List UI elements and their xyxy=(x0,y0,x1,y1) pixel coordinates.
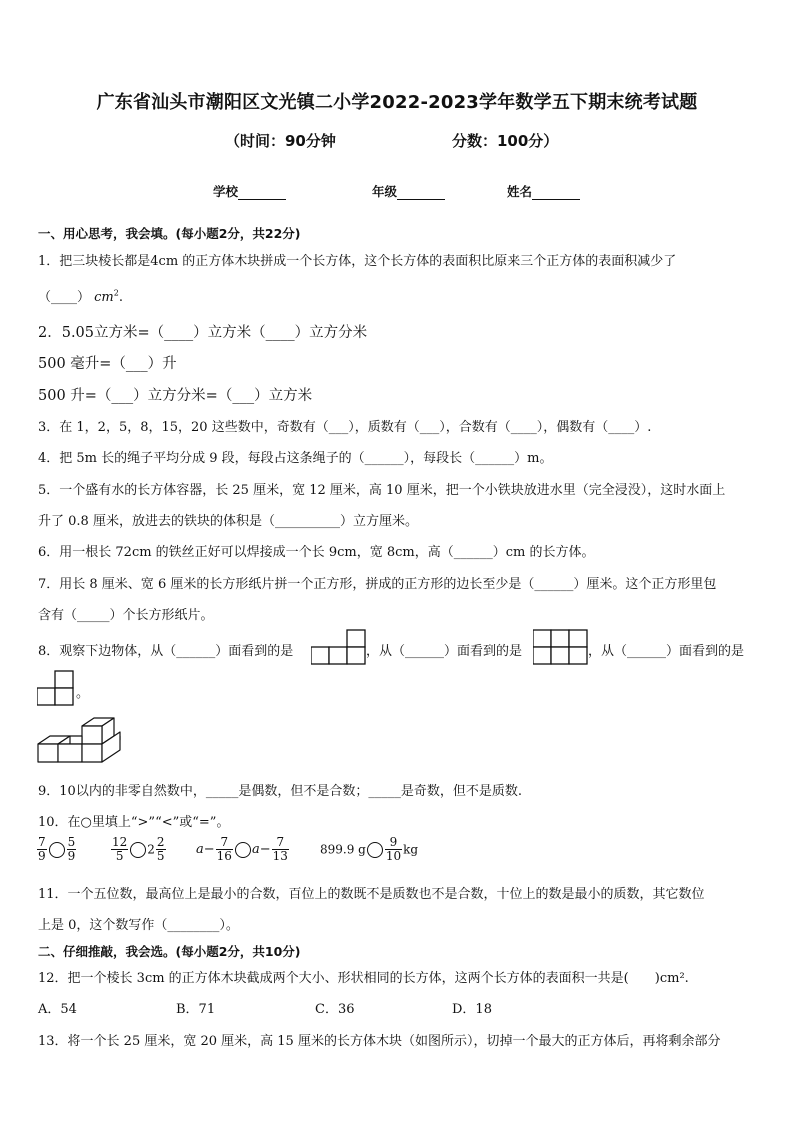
compare-expr-3 xyxy=(196,836,290,863)
grade-field[interactable] xyxy=(372,182,445,200)
view2-cell-5 xyxy=(551,647,569,664)
fraction: $\frac{7}{13}$ xyxy=(272,835,288,863)
view3-cell-1 xyxy=(37,688,55,705)
view3-cell-2 xyxy=(55,688,73,705)
question-3: 3．在 1，2，5，8，15，20 这些数中，奇数有（___），质数有（___），合数有（____），偶数有（____）. xyxy=(38,420,652,435)
view-shape-2 xyxy=(533,629,589,665)
compare-expr-2 xyxy=(110,836,167,863)
front-face-1 xyxy=(38,744,58,762)
option-a[interactable]: A．54 xyxy=(38,1002,77,1017)
fraction: $\frac{7}{9}$ xyxy=(38,835,46,863)
minus-sign: − xyxy=(203,842,215,857)
fraction: $\frac{12}{5}$ xyxy=(112,835,128,863)
view2-cell-1 xyxy=(533,630,551,647)
school-field[interactable] xyxy=(213,182,286,200)
period: . xyxy=(118,290,123,305)
question-2-line1: 2．5.05立方米=（____）立方米（____）立方分米 xyxy=(38,325,368,341)
option-c[interactable]: C．36 xyxy=(315,1002,355,1017)
question-13: 13．将一个长 25 厘米，宽 20 厘米，高 15 厘米的长方体木块（如图所示），切掉一个最大的正方体后，再将剩余部分 xyxy=(38,1034,721,1049)
compare-expr-1 xyxy=(36,836,77,863)
question-8-part1: 8．观察下边物体，从（______）面看到的是 xyxy=(38,644,294,659)
compare-circle-1[interactable] xyxy=(49,842,65,858)
page-title: 广东省汕头市潮阳区文光镇二小学2022-2023学年数学五下期末统考试题 xyxy=(96,92,698,113)
answer-blank[interactable]: （____） xyxy=(38,290,91,305)
view2-cell-3 xyxy=(569,630,587,647)
question-12: 12．把一个棱长 3cm 的正方体木块截成两个大小、形状相同的长方体，这两个长方体的表面积一共是( )cm². xyxy=(38,971,689,986)
question-7-line2: 含有（_____）个长方形纸片。 xyxy=(38,608,214,623)
front-face-3 xyxy=(82,744,102,762)
exam-score: 分数：100分） xyxy=(452,132,559,150)
whole-part: 2 xyxy=(147,842,155,857)
question-4: 4．把 5m 长的绳子平均分成 9 段，每段占这条绳子的（______），每段长（______）m。 xyxy=(38,451,553,466)
unit-exponent: 2 xyxy=(113,288,119,298)
view1-cell-top xyxy=(347,630,365,647)
question-6: 6．用一根长 72cm 的铁丝正好可以焊接成一个长 9cm，宽 8cm，高（______）cm 的长方体。 xyxy=(38,545,595,560)
question-1-line1: 1．把三块棱长都是4cm 的正方体木块拼成一个长方体，这个长方体的表面积比原来三个正方体的表面积减少了 xyxy=(38,254,677,269)
question-8-part3: ，从（______）面看到的是 xyxy=(588,644,745,659)
question-11-line1: 11．一个五位数，最高位上是最小的合数，百位上的数既不是质数也不是合数，十位上的数是最小的质数，其它数位 xyxy=(38,887,705,902)
exam-time: （时间：90分钟 xyxy=(225,132,336,150)
question-1-line2 xyxy=(38,286,123,305)
view-shape-3 xyxy=(37,670,77,706)
view-shape-1 xyxy=(311,629,367,665)
unit-kg: kg xyxy=(403,842,419,857)
question-8-end: 。 xyxy=(76,686,90,701)
view1-cell-2 xyxy=(329,647,347,664)
variable-a: a xyxy=(196,842,204,857)
compare-expr-4 xyxy=(320,836,418,863)
question-2-line3: 500 升=（___）立方分米=（___）立方米 xyxy=(38,388,313,404)
fraction: $\frac{5}{9}$ xyxy=(67,835,76,863)
isometric-cubes-figure xyxy=(36,716,124,766)
variable-a: a xyxy=(251,842,260,857)
minus-sign: − xyxy=(259,842,271,857)
question-5-line1: 5．一个盛有水的长方体容器，长 25 厘米，宽 12 厘米，高 10 厘米，把一个小铁块放进水里（完全浸没），这时水面上 xyxy=(38,483,726,498)
compare-circle-2[interactable] xyxy=(130,842,146,858)
cube-front-face xyxy=(82,726,102,744)
section-heading-fill: 一、用心思考，我会填。(每小题2分，共22分) xyxy=(38,226,301,241)
view1-cell-1 xyxy=(311,647,329,664)
fraction: $\frac{7}{16}$ xyxy=(216,835,232,863)
school-label: 学校 xyxy=(213,184,239,199)
question-8-part2: ，从（______）面看到的是 xyxy=(366,644,523,659)
section-heading-choice: 二、仔细推敲，我会选。(每小题2分，共10分) xyxy=(38,944,301,959)
unit-cm: cm xyxy=(94,290,114,305)
view2-cell-4 xyxy=(533,647,551,664)
view2-cell-2 xyxy=(551,630,569,647)
compare-circle-3[interactable] xyxy=(235,842,251,858)
question-10: 10．在○里填上“>”“<”或“=”。 xyxy=(38,815,230,830)
fraction: $\frac{2}{5}$ xyxy=(156,835,165,863)
grade-blank[interactable] xyxy=(397,186,445,200)
compare-circle-4[interactable] xyxy=(367,842,383,858)
question-5-line2: 升了 0.8 厘米，放进去的铁块的体积是（__________）立方厘米。 xyxy=(38,514,418,529)
name-field[interactable] xyxy=(507,182,580,200)
question-2-line2: 500 毫升=（___）升 xyxy=(38,356,177,372)
mass-value: 899.9 g xyxy=(320,842,366,857)
question-7-line1: 7．用长 8 厘米、宽 6 厘米的长方形纸片拼一个正方形，拼成的正方形的边长至少是（______）厘米。这个正方形里包 xyxy=(38,577,717,592)
view2-cell-6 xyxy=(569,647,587,664)
front-face-2 xyxy=(58,744,82,762)
name-label: 姓名 xyxy=(507,184,533,199)
view3-cell-top xyxy=(55,671,73,688)
view1-cell-3 xyxy=(347,647,365,664)
option-b[interactable]: B．71 xyxy=(176,1002,216,1017)
name-blank[interactable] xyxy=(532,186,580,200)
school-blank[interactable] xyxy=(238,186,286,200)
question-9: 9．10以内的非零自然数中，_____是偶数，但不是合数；_____是奇数，但不是质数. xyxy=(38,784,522,799)
fraction: $\frac{9}{10}$ xyxy=(385,835,402,863)
option-d[interactable]: D．18 xyxy=(452,1002,492,1017)
question-11-line2: 上是 0，这个数写作（________）。 xyxy=(38,918,239,933)
grade-label: 年级 xyxy=(372,184,398,199)
